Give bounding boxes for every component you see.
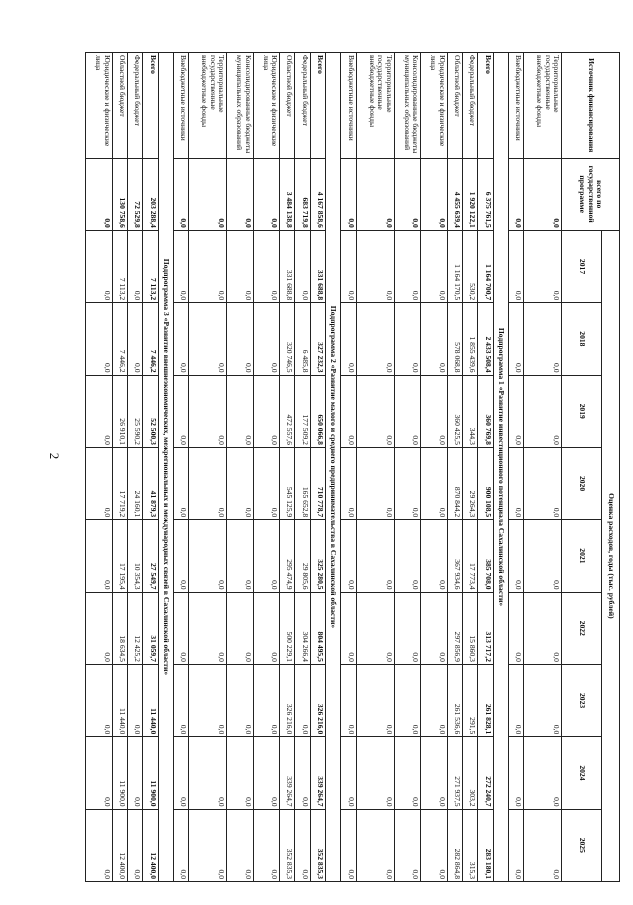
year-value-cell: 0,0 (394, 303, 421, 375)
year-value-cell: 0,0 (86, 375, 113, 447)
source-label: Территориальные государственные внебюджетные фонды (189, 53, 227, 159)
year-value-cell: 11 900,0 (143, 737, 158, 809)
year-value-cell: 0,0 (227, 375, 254, 447)
year-value-cell: 0,0 (189, 664, 227, 736)
year-value-cell: 17 719,2 (112, 447, 127, 519)
year-value-cell: 0,0 (341, 375, 356, 447)
year-value-cell: 0,0 (421, 375, 448, 447)
year-value-cell: 0,0 (295, 664, 310, 736)
program-total-cell: 0,0 (394, 158, 421, 230)
year-value-cell: 165 652,8 (295, 447, 310, 519)
year-value-cell: 0,0 (128, 737, 143, 809)
year-value-cell: 710 778,7 (310, 447, 325, 519)
year-value-cell: 0,0 (86, 809, 113, 881)
year-value-cell: 1 164 170,5 (447, 230, 462, 302)
year-value-cell: 0,0 (394, 809, 421, 881)
year-value-cell: 530,2 (462, 230, 477, 302)
subprogram-title: Подпрограмма 3 «Развитие внешнеэкономических, межрегиональных и международных связей в Сахалинской области» (158, 53, 173, 882)
year-header-2019: 2019 (562, 375, 602, 447)
source-label: Федеральный бюджет (462, 53, 477, 159)
year-value-cell: 0,0 (128, 809, 143, 881)
year-value-cell: 0,0 (86, 303, 113, 375)
source-label: Юридические и физические лица (421, 53, 448, 159)
year-header-2023: 2023 (562, 664, 602, 736)
year-value-cell: 0,0 (356, 592, 394, 664)
program-total-cell: 3 484 138,8 (280, 158, 295, 230)
year-value-cell: 0,0 (173, 375, 188, 447)
year-value-cell: 1 855 439,6 (462, 303, 477, 375)
year-header-2018: 2018 (562, 303, 602, 375)
table-row (462, 53, 477, 882)
table-body (86, 53, 562, 882)
year-value-cell: 272 240,7 (478, 737, 493, 809)
source-label: Территориальные государственные внебюджетные фонды (524, 53, 562, 159)
year-value-cell: 0,0 (524, 230, 562, 302)
year-value-cell: 0,0 (341, 809, 356, 881)
total-row (310, 53, 325, 882)
year-value-cell: 0,0 (253, 230, 280, 302)
table-row (227, 53, 254, 882)
year-value-cell: 0,0 (173, 230, 188, 302)
year-header-2022: 2022 (562, 592, 602, 664)
year-value-cell: 12 400,0 (143, 809, 158, 881)
year-value-cell: 0,0 (189, 303, 227, 375)
year-value-cell: 11 900,0 (112, 737, 127, 809)
source-label: Внебюджетные источники (508, 53, 523, 159)
program-total-cell: 0,0 (356, 158, 394, 230)
year-value-cell: 18 634,5 (112, 592, 127, 664)
subprogram-row (326, 53, 341, 882)
year-value-cell: 0,0 (356, 809, 394, 881)
year-value-cell: 303,2 (462, 737, 477, 809)
program-total-cell: 0,0 (524, 158, 562, 230)
year-value-cell: 0,0 (356, 375, 394, 447)
year-value-cell: 29 805,6 (295, 520, 310, 592)
year-value-cell: 7 446,2 (143, 303, 158, 375)
year-value-cell: 0,0 (173, 447, 188, 519)
year-value-cell: 0,0 (421, 664, 448, 736)
source-column-header: Источник финансирования (562, 53, 620, 159)
source-label: Внебюджетные источники (173, 53, 188, 159)
year-value-cell: 0,0 (86, 520, 113, 592)
year-value-cell: 15 860,3 (462, 592, 477, 664)
year-value-cell: 0,0 (524, 520, 562, 592)
year-value-cell: 0,0 (394, 230, 421, 302)
year-value-cell: 352 835,3 (310, 809, 325, 881)
year-value-cell: 271 937,5 (447, 737, 462, 809)
year-value-cell: 0,0 (227, 520, 254, 592)
year-value-cell: 0,0 (295, 230, 310, 302)
year-value-cell: 297 856,9 (447, 592, 462, 664)
program-total-cell: 0,0 (173, 158, 188, 230)
year-value-cell: 0,0 (394, 592, 421, 664)
year-value-cell: 6 485,8 (295, 303, 310, 375)
year-value-cell: 0,0 (524, 737, 562, 809)
year-value-cell: 0,0 (421, 447, 448, 519)
table-row (447, 53, 462, 882)
year-header-2021: 2021 (562, 520, 602, 592)
table-row (356, 53, 394, 882)
year-value-cell: 326 216,0 (280, 664, 295, 736)
year-value-cell: 313 717,2 (478, 592, 493, 664)
year-value-cell: 0,0 (508, 809, 523, 881)
year-value-cell: 0,0 (508, 230, 523, 302)
year-value-cell: 0,0 (508, 447, 523, 519)
year-value-cell: 0,0 (227, 303, 254, 375)
year-value-cell: 12 425,2 (128, 592, 143, 664)
year-value-cell: 0,0 (86, 592, 113, 664)
program-total-cell: 4 167 858,6 (310, 158, 325, 230)
table-row (524, 53, 562, 882)
year-header-2017: 2017 (562, 230, 602, 302)
year-value-cell: 0,0 (128, 664, 143, 736)
table-row (189, 53, 227, 882)
source-label: Юридические и физические лица (253, 53, 280, 159)
table-row (173, 53, 188, 882)
total-column-header: всего по государственной программе (562, 158, 620, 230)
total-row (478, 53, 493, 882)
source-label: Федеральный бюджет (128, 53, 143, 159)
year-value-cell: 0,0 (253, 303, 280, 375)
year-value-cell: 0,0 (227, 592, 254, 664)
financing-table (85, 52, 620, 882)
rotated-table-wrapper (85, 52, 620, 882)
year-value-cell: 0,0 (86, 664, 113, 736)
year-value-cell: 0,0 (253, 664, 280, 736)
year-value-cell: 0,0 (524, 303, 562, 375)
year-value-cell: 0,0 (295, 737, 310, 809)
year-value-cell: 0,0 (189, 809, 227, 881)
year-value-cell: 41 879,3 (143, 447, 158, 519)
year-value-cell: 0,0 (508, 592, 523, 664)
year-value-cell: 385 708,0 (478, 520, 493, 592)
year-value-cell: 0,0 (421, 737, 448, 809)
year-value-cell: 1 164 700,7 (478, 230, 493, 302)
program-total-cell: 72 529,8 (128, 158, 143, 230)
year-value-cell: 0,0 (253, 520, 280, 592)
source-label: Юридические и физические лица (86, 53, 113, 159)
year-value-cell: 295 474,9 (280, 520, 295, 592)
year-value-cell: 0,0 (356, 520, 394, 592)
year-value-cell: 0,0 (524, 375, 562, 447)
year-value-cell: 26 910,1 (112, 375, 127, 447)
table-row (280, 53, 295, 882)
year-value-cell: 0,0 (341, 664, 356, 736)
year-value-cell: 325 280,5 (310, 520, 325, 592)
subprogram-title: Подпрограмма 1 «Развитие инвестиционного потенциала Сахалинской области» (493, 53, 508, 882)
year-value-cell: 0,0 (524, 592, 562, 664)
year-value-cell: 177 509,2 (295, 375, 310, 447)
table-row (112, 53, 127, 882)
program-total-cell: 0,0 (253, 158, 280, 230)
table-row (128, 53, 143, 882)
year-header-2024: 2024 (562, 737, 602, 809)
year-value-cell: 0,0 (227, 737, 254, 809)
year-value-cell: 0,0 (421, 303, 448, 375)
year-value-cell: 545 125,9 (280, 447, 295, 519)
estimate-header: Оценка расходов, годы (тыс. рублей) (602, 230, 620, 881)
year-value-cell: 0,0 (356, 664, 394, 736)
year-value-cell: 291,5 (462, 664, 477, 736)
year-value-cell: 7 113,2 (143, 230, 158, 302)
source-label: Всего (143, 53, 158, 159)
year-value-cell: 0,0 (508, 737, 523, 809)
year-value-cell: 0,0 (421, 520, 448, 592)
year-value-cell: 283 180,1 (478, 809, 493, 881)
year-value-cell: 304 266,4 (295, 592, 310, 664)
subprogram-row (158, 53, 173, 882)
year-value-cell: 0,0 (253, 737, 280, 809)
year-value-cell: 52 500,3 (143, 375, 158, 447)
year-value-cell: 0,0 (227, 230, 254, 302)
year-value-cell: 320 746,5 (280, 303, 295, 375)
year-value-cell: 900 108,5 (478, 447, 493, 519)
program-total-cell: 0,0 (189, 158, 227, 230)
source-label: Консолидированные бюджеты муниципальных образований (394, 53, 421, 159)
year-value-cell: 29 264,3 (462, 447, 477, 519)
program-total-cell: 203 288,4 (143, 158, 158, 230)
program-total-cell: 6 375 761,5 (478, 158, 493, 230)
program-total-cell: 683 719,8 (295, 158, 310, 230)
year-value-cell: 360 425,5 (447, 375, 462, 447)
table-row (341, 53, 356, 882)
year-value-cell: 0,0 (173, 303, 188, 375)
year-value-cell: 7 113,2 (112, 230, 127, 302)
year-value-cell: 0,0 (341, 303, 356, 375)
year-value-cell: 0,0 (421, 592, 448, 664)
source-label: Территориальные государственные внебюджетные фонды (356, 53, 394, 159)
year-value-cell: 11 440,0 (143, 664, 158, 736)
year-value-cell: 27 549,7 (143, 520, 158, 592)
year-value-cell: 344,3 (462, 375, 477, 447)
year-value-cell: 0,0 (421, 230, 448, 302)
year-value-cell: 0,0 (295, 809, 310, 881)
year-value-cell: 0,0 (173, 592, 188, 664)
table-row (295, 53, 310, 882)
year-value-cell: 31 059,7 (143, 592, 158, 664)
year-value-cell: 0,0 (189, 520, 227, 592)
subprogram-row (493, 53, 508, 882)
source-label: Консолидированные бюджеты муниципальных образований (227, 53, 254, 159)
year-value-cell: 0,0 (356, 737, 394, 809)
year-value-cell: 261 828,1 (478, 664, 493, 736)
year-value-cell: 7 446,2 (112, 303, 127, 375)
year-value-cell: 0,0 (173, 737, 188, 809)
year-value-cell: 0,0 (524, 447, 562, 519)
table-row (394, 53, 421, 882)
year-value-cell: 261 536,6 (447, 664, 462, 736)
program-total-cell: 4 455 639,4 (447, 158, 462, 230)
year-value-cell: 0,0 (508, 520, 523, 592)
year-value-cell: 0,0 (394, 520, 421, 592)
year-value-cell: 282 864,8 (447, 809, 462, 881)
year-value-cell: 0,0 (227, 447, 254, 519)
year-value-cell: 360 769,8 (478, 375, 493, 447)
year-value-cell: 0,0 (189, 375, 227, 447)
source-label: Федеральный бюджет (295, 53, 310, 159)
table-row (421, 53, 448, 882)
year-value-cell: 0,0 (86, 230, 113, 302)
year-value-cell: 25 590,2 (128, 375, 143, 447)
program-total-cell: 0,0 (421, 158, 448, 230)
year-value-cell: 0,0 (508, 303, 523, 375)
year-value-cell: 0,0 (524, 664, 562, 736)
table-row (86, 53, 113, 882)
program-total-cell: 0,0 (227, 158, 254, 230)
program-total-cell: 0,0 (508, 158, 523, 230)
program-total-cell: 1 920 122,1 (462, 158, 477, 230)
year-value-cell: 17 195,4 (112, 520, 127, 592)
year-value-cell: 0,0 (356, 230, 394, 302)
year-value-cell: 0,0 (86, 447, 113, 519)
total-row (143, 53, 158, 882)
year-value-cell: 804 495,5 (310, 592, 325, 664)
table-row (508, 53, 523, 882)
year-value-cell: 0,0 (189, 592, 227, 664)
year-value-cell: 0,0 (227, 664, 254, 736)
year-value-cell: 0,0 (253, 447, 280, 519)
year-header-2025: 2025 (562, 809, 602, 881)
year-value-cell: 0,0 (394, 737, 421, 809)
source-label: Областной бюджет (447, 53, 462, 159)
year-value-cell: 0,0 (173, 809, 188, 881)
program-total-cell: 0,0 (341, 158, 356, 230)
year-value-cell: 0,0 (356, 303, 394, 375)
year-value-cell: 0,0 (508, 375, 523, 447)
year-value-cell: 0,0 (253, 592, 280, 664)
source-label: Областной бюджет (280, 53, 295, 159)
year-value-cell: 0,0 (341, 520, 356, 592)
subprogram-title: Подпрограмма 2 «Развитие малого и среднего предпринимательства в Сахалинской области» (326, 53, 341, 882)
year-value-cell: 331 688,8 (310, 230, 325, 302)
year-value-cell: 0,0 (508, 664, 523, 736)
source-label: Областной бюджет (112, 53, 127, 159)
year-value-cell: 24 160,1 (128, 447, 143, 519)
year-value-cell: 0,0 (394, 447, 421, 519)
year-value-cell: 352 835,3 (280, 809, 295, 881)
year-value-cell: 326 216,0 (310, 664, 325, 736)
page-number: 2 (47, 452, 62, 460)
year-value-cell: 331 688,8 (280, 230, 295, 302)
year-value-cell: 10 354,3 (128, 520, 143, 592)
year-value-cell: 2 433 508,4 (478, 303, 493, 375)
program-total-cell: 0,0 (86, 158, 113, 230)
table-row (253, 53, 280, 882)
year-value-cell: 0,0 (173, 520, 188, 592)
year-value-cell: 0,0 (128, 230, 143, 302)
program-total-cell: 130 758,6 (112, 158, 127, 230)
year-value-cell: 0,0 (173, 664, 188, 736)
year-value-cell: 870 844,2 (447, 447, 462, 519)
year-value-cell: 315,3 (462, 809, 477, 881)
year-value-cell: 472 557,6 (280, 375, 295, 447)
year-value-cell: 11 440,0 (112, 664, 127, 736)
year-value-cell: 0,0 (86, 737, 113, 809)
year-value-cell: 0,0 (341, 230, 356, 302)
year-value-cell: 578 068,8 (447, 303, 462, 375)
year-value-cell: 650 066,8 (310, 375, 325, 447)
year-value-cell: 0,0 (524, 809, 562, 881)
year-value-cell: 17 773,4 (462, 520, 477, 592)
year-value-cell: 0,0 (253, 809, 280, 881)
year-value-cell: 339 264,7 (310, 737, 325, 809)
year-value-cell: 0,0 (189, 737, 227, 809)
year-value-cell: 0,0 (128, 303, 143, 375)
year-value-cell: 500 229,1 (280, 592, 295, 664)
year-value-cell: 0,0 (356, 447, 394, 519)
source-label: Всего (310, 53, 325, 159)
year-value-cell: 327 232,3 (310, 303, 325, 375)
year-value-cell: 367 934,6 (447, 520, 462, 592)
year-value-cell: 0,0 (421, 809, 448, 881)
source-label: Всего (478, 53, 493, 159)
year-value-cell: 0,0 (394, 375, 421, 447)
year-value-cell: 0,0 (341, 592, 356, 664)
year-value-cell: 0,0 (341, 737, 356, 809)
year-value-cell: 0,0 (227, 809, 254, 881)
table-header (562, 53, 620, 882)
year-value-cell: 339 264,7 (280, 737, 295, 809)
year-value-cell: 0,0 (341, 447, 356, 519)
year-header-2020: 2020 (562, 447, 602, 519)
year-value-cell: 0,0 (189, 447, 227, 519)
year-value-cell: 0,0 (394, 664, 421, 736)
source-label: Внебюджетные источники (341, 53, 356, 159)
year-value-cell: 12 400,0 (112, 809, 127, 881)
year-value-cell: 0,0 (253, 375, 280, 447)
year-value-cell: 0,0 (189, 230, 227, 302)
